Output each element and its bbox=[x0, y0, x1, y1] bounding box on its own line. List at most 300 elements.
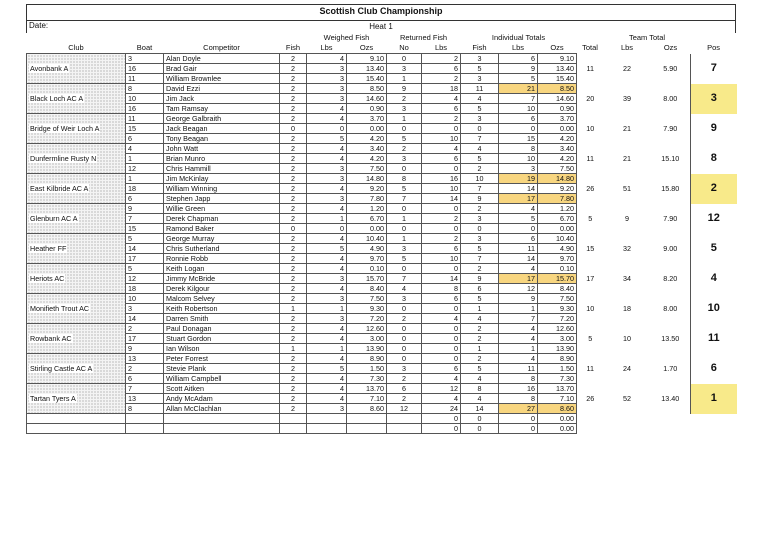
competitor-name: William Brownlee bbox=[164, 74, 280, 84]
individual-fish: 2 bbox=[461, 204, 499, 214]
competitor-name: Keith Robertson bbox=[164, 304, 280, 314]
returned-fish-header: Returned Fish bbox=[399, 33, 448, 42]
competitor-name: Jim McKinlay bbox=[164, 174, 280, 184]
returned-no: 1 bbox=[387, 74, 422, 84]
returned-lbs: 0 bbox=[422, 124, 461, 134]
boat-number: 9 bbox=[126, 204, 164, 214]
weighed-ozs: 13.90 bbox=[347, 344, 387, 354]
boat-number: 8 bbox=[126, 84, 164, 94]
fish-count: 2 bbox=[280, 264, 307, 274]
heat-label: Heat 1 bbox=[27, 20, 735, 33]
individual-fish: 7 bbox=[461, 134, 499, 144]
boat-number: 2 bbox=[126, 364, 164, 374]
returned-no: 3 bbox=[387, 364, 422, 374]
returned-no: 8 bbox=[387, 174, 422, 184]
team-total-fish: 15 bbox=[586, 244, 595, 253]
individual-fish: 6 bbox=[461, 284, 499, 294]
individual-lbs: 9 bbox=[499, 294, 538, 304]
boat-number: 12 bbox=[126, 164, 164, 174]
individual-ozs: 7.50 bbox=[538, 294, 577, 304]
fish-count: 2 bbox=[280, 244, 307, 254]
fish-count: 2 bbox=[280, 174, 307, 184]
empty-cell bbox=[691, 424, 737, 434]
weighed-lbs: 3 bbox=[307, 64, 347, 74]
fish-count: 1 bbox=[280, 304, 307, 314]
col-competitor: Competitor bbox=[203, 43, 240, 52]
fish-count: 2 bbox=[280, 94, 307, 104]
fish-count: 2 bbox=[280, 204, 307, 214]
table-row bbox=[27, 384, 737, 394]
empty-cell bbox=[651, 424, 691, 434]
competitor-name: Stuart Gordon bbox=[164, 334, 280, 344]
weighed-ozs: 9.10 bbox=[347, 54, 387, 64]
weighed-lbs: 3 bbox=[307, 174, 347, 184]
individual-fish: 8 bbox=[461, 384, 499, 394]
club-name: Bridge of Weir Loch A bbox=[30, 124, 100, 133]
weighed-ozs: 13.70 bbox=[347, 384, 387, 394]
returned-no: 2 bbox=[387, 314, 422, 324]
boat-number: 14 bbox=[126, 244, 164, 254]
returned-lbs: 0 bbox=[422, 224, 461, 234]
team-total-fish: 17 bbox=[586, 274, 595, 283]
boat-number: 11 bbox=[126, 74, 164, 84]
returned-no: 12 bbox=[387, 404, 422, 414]
competitor-name: Peter Forrest bbox=[164, 354, 280, 364]
returned-no: 0 bbox=[387, 334, 422, 344]
returned-lbs: 0 bbox=[422, 424, 461, 434]
weighed-lbs: 4 bbox=[307, 114, 347, 124]
returned-lbs: 4 bbox=[422, 314, 461, 324]
empty-cell bbox=[577, 424, 604, 434]
returned-lbs: 6 bbox=[422, 64, 461, 74]
returned-lbs: 6 bbox=[422, 294, 461, 304]
competitor-name: George Murray bbox=[164, 234, 280, 244]
returned-lbs: 2 bbox=[422, 54, 461, 64]
boat-number: 10 bbox=[126, 94, 164, 104]
weighed-lbs: 3 bbox=[307, 94, 347, 104]
returned-no: 3 bbox=[387, 104, 422, 114]
individual-fish: 3 bbox=[461, 74, 499, 84]
individual-fish: 2 bbox=[461, 324, 499, 334]
weighed-lbs: 1 bbox=[307, 304, 347, 314]
results-sheet bbox=[26, 4, 736, 434]
returned-no: 7 bbox=[387, 194, 422, 204]
team-position: 11 bbox=[691, 324, 737, 354]
individual-fish: 5 bbox=[461, 364, 499, 374]
weighed-lbs: 4 bbox=[307, 284, 347, 294]
individual-ozs: 10.40 bbox=[538, 234, 577, 244]
returned-no: 5 bbox=[387, 134, 422, 144]
individual-lbs: 4 bbox=[499, 334, 538, 344]
weighed-lbs: 4 bbox=[307, 394, 347, 404]
individual-fish: 0 bbox=[461, 224, 499, 234]
team-total-lbs: 21 bbox=[623, 124, 632, 133]
returned-lbs: 14 bbox=[422, 274, 461, 284]
competitor-name: Brian Munro bbox=[164, 154, 280, 164]
individual-fish: 5 bbox=[461, 104, 499, 114]
empty-cell bbox=[387, 414, 422, 424]
club-name: Stirling Castle AC A bbox=[30, 364, 93, 373]
weighed-ozs: 7.50 bbox=[347, 294, 387, 304]
returned-lbs: 2 bbox=[422, 234, 461, 244]
team-total-lbs: 24 bbox=[623, 364, 632, 373]
competitor-name: Allan McClachlan bbox=[164, 404, 280, 414]
individual-ozs: 0.90 bbox=[538, 104, 577, 114]
boat-number: 12 bbox=[126, 274, 164, 284]
individual-ozs: 9.70 bbox=[538, 254, 577, 264]
individual-ozs: 15.40 bbox=[538, 74, 577, 84]
returned-no: 9 bbox=[387, 84, 422, 94]
weighed-lbs: 4 bbox=[307, 384, 347, 394]
individual-lbs: 0 bbox=[499, 224, 538, 234]
individual-ozs: 9.30 bbox=[538, 304, 577, 314]
weighed-ozs: 15.70 bbox=[347, 274, 387, 284]
fish-count: 2 bbox=[280, 274, 307, 284]
returned-no: 0 bbox=[387, 264, 422, 274]
individual-lbs: 21 bbox=[499, 84, 538, 94]
team-position: 3 bbox=[691, 84, 737, 114]
club-cell bbox=[27, 324, 126, 354]
individual-ozs: 4.20 bbox=[538, 134, 577, 144]
table-row bbox=[27, 54, 737, 64]
team-total-fish: 20 bbox=[586, 94, 595, 103]
weighed-lbs: 1 bbox=[307, 344, 347, 354]
individual-lbs: 4 bbox=[499, 204, 538, 214]
weighed-ozs: 8.50 bbox=[347, 84, 387, 94]
team-total-fish: 5 bbox=[588, 214, 593, 223]
weighed-ozs: 12.60 bbox=[347, 324, 387, 334]
individual-fish: 4 bbox=[461, 144, 499, 154]
empty-cell bbox=[27, 424, 126, 434]
competitor-name: George Galbraith bbox=[164, 114, 280, 124]
club-name: Dunfermline Rusty N bbox=[30, 154, 97, 163]
col-returned-no: No bbox=[399, 43, 409, 52]
team-total-ozs: 9.00 bbox=[663, 244, 678, 253]
weighed-fish-header: Weighed Fish bbox=[323, 33, 370, 42]
individual-ozs: 0.00 bbox=[538, 414, 577, 424]
returned-lbs: 24 bbox=[422, 404, 461, 414]
competitor-name: Scott Aitken bbox=[164, 384, 280, 394]
club-cell bbox=[27, 54, 126, 84]
results-body bbox=[27, 54, 737, 434]
boat-number: 6 bbox=[126, 194, 164, 204]
returned-lbs: 8 bbox=[422, 284, 461, 294]
team-total-lbs: 51 bbox=[623, 184, 632, 193]
returned-lbs: 4 bbox=[422, 394, 461, 404]
individual-fish: 9 bbox=[461, 194, 499, 204]
empty-cell bbox=[307, 414, 347, 424]
boat-number: 16 bbox=[126, 104, 164, 114]
individual-ozs: 1.20 bbox=[538, 204, 577, 214]
returned-lbs: 0 bbox=[422, 204, 461, 214]
boat-number: 5 bbox=[126, 234, 164, 244]
weighed-ozs: 3.40 bbox=[347, 144, 387, 154]
returned-lbs: 0 bbox=[422, 324, 461, 334]
weighed-ozs: 0.10 bbox=[347, 264, 387, 274]
team-total-lbs: 52 bbox=[623, 394, 632, 403]
fish-count: 2 bbox=[280, 384, 307, 394]
returned-no: 7 bbox=[387, 274, 422, 284]
club-cell bbox=[27, 84, 126, 114]
boat-number: 13 bbox=[126, 394, 164, 404]
fish-count: 2 bbox=[280, 64, 307, 74]
team-position: 8 bbox=[691, 144, 737, 174]
boat-number: 15 bbox=[126, 124, 164, 134]
fish-count: 2 bbox=[280, 404, 307, 414]
empty-cell bbox=[27, 414, 126, 424]
returned-no: 3 bbox=[387, 154, 422, 164]
club-name: Heriots AC bbox=[30, 274, 65, 283]
individual-fish: 7 bbox=[461, 254, 499, 264]
group-header-row bbox=[27, 33, 737, 43]
col-returned-lbs: Lbs bbox=[434, 43, 448, 52]
weighed-lbs: 0 bbox=[307, 124, 347, 134]
individual-ozs: 8.60 bbox=[538, 404, 577, 414]
individual-ozs: 8.40 bbox=[538, 284, 577, 294]
individual-fish: 7 bbox=[461, 184, 499, 194]
competitor-name: William Campbell bbox=[164, 374, 280, 384]
table-row bbox=[27, 324, 737, 334]
weighed-ozs: 3.00 bbox=[347, 334, 387, 344]
returned-no: 1 bbox=[387, 234, 422, 244]
individual-fish: 2 bbox=[461, 354, 499, 364]
individual-ozs: 8.50 bbox=[538, 84, 577, 94]
team-position: 1 bbox=[691, 384, 737, 414]
boat-number: 10 bbox=[126, 294, 164, 304]
returned-no: 2 bbox=[387, 394, 422, 404]
competitor-name: Chris Hammill bbox=[164, 164, 280, 174]
returned-no: 2 bbox=[387, 94, 422, 104]
weighed-ozs: 4.90 bbox=[347, 244, 387, 254]
table-row bbox=[27, 264, 737, 274]
weighed-lbs: 4 bbox=[307, 204, 347, 214]
returned-no: 3 bbox=[387, 294, 422, 304]
returned-lbs: 4 bbox=[422, 94, 461, 104]
competitor-name: Stevie Plank bbox=[164, 364, 280, 374]
individual-ozs: 4.20 bbox=[538, 154, 577, 164]
individual-lbs: 4 bbox=[499, 264, 538, 274]
boat-number: 17 bbox=[126, 254, 164, 264]
individual-lbs: 15 bbox=[499, 134, 538, 144]
returned-lbs: 0 bbox=[422, 334, 461, 344]
individual-ozs: 15.70 bbox=[538, 274, 577, 284]
team-total-fish: 11 bbox=[586, 364, 594, 373]
individual-ozs: 8.90 bbox=[538, 354, 577, 364]
individual-ozs: 14.60 bbox=[538, 94, 577, 104]
weighed-ozs: 8.90 bbox=[347, 354, 387, 364]
team-position: 9 bbox=[691, 114, 737, 144]
team-total-ozs: 5.90 bbox=[663, 64, 678, 73]
individual-lbs: 1 bbox=[499, 304, 538, 314]
individual-lbs: 19 bbox=[499, 174, 538, 184]
fish-count: 2 bbox=[280, 234, 307, 244]
individual-lbs: 7 bbox=[499, 94, 538, 104]
weighed-lbs: 4 bbox=[307, 324, 347, 334]
team-total-ozs: 15.10 bbox=[661, 154, 680, 163]
competitor-name: Tam Ramsay bbox=[164, 104, 280, 114]
team-total-fish: 10 bbox=[586, 304, 595, 313]
team-total-header: Team Total bbox=[628, 33, 666, 42]
individual-lbs: 5 bbox=[499, 214, 538, 224]
returned-lbs: 2 bbox=[422, 114, 461, 124]
returned-lbs: 4 bbox=[422, 374, 461, 384]
returned-lbs: 10 bbox=[422, 184, 461, 194]
fish-count: 2 bbox=[280, 84, 307, 94]
returned-no: 5 bbox=[387, 184, 422, 194]
individual-fish: 4 bbox=[461, 374, 499, 384]
table-row bbox=[27, 204, 737, 214]
team-total-lbs: 18 bbox=[623, 304, 632, 313]
returned-lbs: 12 bbox=[422, 384, 461, 394]
competitor-name: Jim Jack bbox=[164, 94, 280, 104]
returned-lbs: 18 bbox=[422, 84, 461, 94]
team-total-ozs: 7.90 bbox=[663, 214, 678, 223]
empty-cell bbox=[691, 414, 737, 424]
competitor-name: Ramond Baker bbox=[164, 224, 280, 234]
individual-ozs: 13.70 bbox=[538, 384, 577, 394]
team-total-ozs: 13.50 bbox=[661, 334, 680, 343]
team-total-ozs: 15.80 bbox=[661, 184, 680, 193]
weighed-ozs: 4.20 bbox=[347, 154, 387, 164]
returned-lbs: 10 bbox=[422, 254, 461, 264]
individual-fish: 4 bbox=[461, 94, 499, 104]
club-cell bbox=[27, 144, 126, 174]
individual-ozs: 14.80 bbox=[538, 174, 577, 184]
individual-lbs: 14 bbox=[499, 184, 538, 194]
team-total-fish: 26 bbox=[586, 394, 595, 403]
team-total-lbs: 39 bbox=[623, 94, 632, 103]
club-name: Tartan Tyers A bbox=[30, 394, 76, 403]
returned-no: 3 bbox=[387, 64, 422, 74]
empty-cell bbox=[387, 424, 422, 434]
boat-number: 1 bbox=[126, 174, 164, 184]
individual-ozs: 12.60 bbox=[538, 324, 577, 334]
team-position: 12 bbox=[691, 204, 737, 234]
returned-no: 0 bbox=[387, 224, 422, 234]
fish-count: 1 bbox=[280, 344, 307, 354]
empty-cell bbox=[347, 414, 387, 424]
team-total-fish: 5 bbox=[588, 334, 593, 343]
fish-count: 2 bbox=[280, 214, 307, 224]
empty-cell bbox=[604, 424, 651, 434]
club-name: Avonbank A bbox=[30, 64, 69, 73]
individual-lbs: 10 bbox=[499, 154, 538, 164]
individual-lbs: 8 bbox=[499, 144, 538, 154]
weighed-ozs: 7.50 bbox=[347, 164, 387, 174]
team-total-lbs: 9 bbox=[625, 214, 630, 223]
team-total-ozs: 1.70 bbox=[663, 364, 678, 373]
table-row bbox=[27, 354, 737, 364]
col-boat: Boat bbox=[136, 43, 153, 52]
individual-lbs: 0 bbox=[499, 424, 538, 434]
boat-number: 11 bbox=[126, 114, 164, 124]
fish-count: 2 bbox=[280, 144, 307, 154]
individual-ozs: 1.50 bbox=[538, 364, 577, 374]
competitor-name: Alan Doyle bbox=[164, 54, 280, 64]
team-total-ozs: 8.20 bbox=[663, 274, 678, 283]
returned-lbs: 10 bbox=[422, 134, 461, 144]
weighed-ozs: 1.20 bbox=[347, 204, 387, 214]
weighed-lbs: 3 bbox=[307, 74, 347, 84]
returned-no: 0 bbox=[387, 344, 422, 354]
individual-lbs: 5 bbox=[499, 74, 538, 84]
fish-count: 2 bbox=[280, 114, 307, 124]
boat-number: 16 bbox=[126, 64, 164, 74]
individual-fish: 1 bbox=[461, 344, 499, 354]
competitor-name: Paul Donagan bbox=[164, 324, 280, 334]
returned-no: 3 bbox=[387, 244, 422, 254]
weighed-ozs: 9.20 bbox=[347, 184, 387, 194]
club-cell bbox=[27, 114, 126, 144]
returned-no: 1 bbox=[387, 214, 422, 224]
weighed-lbs: 0 bbox=[307, 224, 347, 234]
team-position: 10 bbox=[691, 294, 737, 324]
club-cell bbox=[27, 264, 126, 294]
club-name: East Kilbride AC A bbox=[30, 184, 89, 193]
boat-number: 15 bbox=[126, 224, 164, 234]
col-lbs: Lbs bbox=[320, 43, 333, 52]
team-total-fish: 10 bbox=[586, 124, 595, 133]
team-position: 5 bbox=[691, 234, 737, 264]
empty-cell bbox=[604, 414, 651, 424]
competitor-name: Willie Green bbox=[164, 204, 280, 214]
competitor-name: Ronnie Robb bbox=[164, 254, 280, 264]
fish-count: 2 bbox=[280, 54, 307, 64]
column-header-row bbox=[27, 43, 737, 54]
individual-fish: 3 bbox=[461, 114, 499, 124]
returned-lbs: 6 bbox=[422, 104, 461, 114]
weighed-ozs: 7.20 bbox=[347, 314, 387, 324]
fish-count: 2 bbox=[280, 164, 307, 174]
returned-no: 0 bbox=[387, 304, 422, 314]
individual-lbs: 4 bbox=[499, 324, 538, 334]
club-cell bbox=[27, 174, 126, 204]
boat-number: 3 bbox=[126, 54, 164, 64]
individual-fish: 3 bbox=[461, 214, 499, 224]
table-row bbox=[27, 414, 737, 424]
club-name: Glenburn AC A bbox=[30, 214, 78, 223]
weighed-lbs: 3 bbox=[307, 274, 347, 284]
col-ozs: Ozs bbox=[359, 43, 374, 52]
competitor-name: Jack Beagan bbox=[164, 124, 280, 134]
individual-lbs: 11 bbox=[499, 244, 538, 254]
individual-ozs: 0.00 bbox=[538, 224, 577, 234]
boat-number: 13 bbox=[126, 354, 164, 364]
individual-fish: 11 bbox=[461, 84, 499, 94]
individual-fish: 0 bbox=[461, 414, 499, 424]
empty-cell bbox=[307, 424, 347, 434]
weighed-lbs: 4 bbox=[307, 234, 347, 244]
team-total-ozs: 13.40 bbox=[661, 394, 680, 403]
individual-fish: 3 bbox=[461, 234, 499, 244]
individual-lbs: 10 bbox=[499, 104, 538, 114]
col-individual-ozs: Ozs bbox=[550, 43, 564, 52]
fish-count: 2 bbox=[280, 284, 307, 294]
competitor-name: Malcom Selvey bbox=[164, 294, 280, 304]
competitor-name: David Ezzi bbox=[164, 84, 280, 94]
weighed-lbs: 3 bbox=[307, 314, 347, 324]
individual-ozs: 7.50 bbox=[538, 164, 577, 174]
col-team-lbs: Lbs bbox=[620, 43, 634, 53]
weighed-lbs: 5 bbox=[307, 364, 347, 374]
team-total-lbs: 22 bbox=[623, 64, 632, 73]
returned-lbs: 0 bbox=[422, 264, 461, 274]
individual-lbs: 0 bbox=[499, 414, 538, 424]
individual-lbs: 12 bbox=[499, 284, 538, 294]
weighed-ozs: 3.70 bbox=[347, 114, 387, 124]
individual-ozs: 9.20 bbox=[538, 184, 577, 194]
club-cell bbox=[27, 384, 126, 414]
